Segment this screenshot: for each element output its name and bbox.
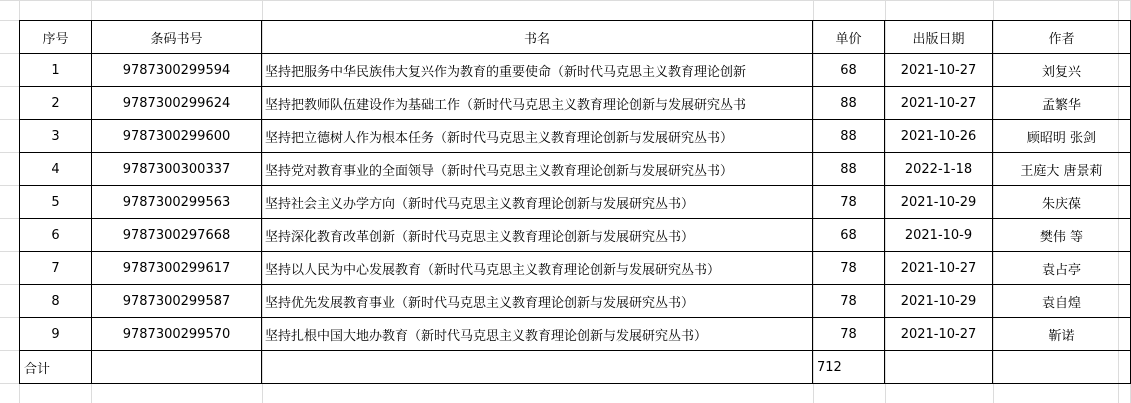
cell-price[interactable]: 88: [813, 153, 885, 186]
cell-author[interactable]: 袁自煌: [993, 285, 1131, 318]
total-price-cell[interactable]: 712: [813, 351, 885, 384]
cell-no[interactable]: 7: [20, 252, 92, 285]
cell-date[interactable]: 2021-10-26: [885, 120, 993, 153]
header-cell-title[interactable]: 书名: [262, 21, 813, 54]
cell-price[interactable]: 78: [813, 285, 885, 318]
header-cell-isbn[interactable]: 条码书号: [92, 21, 262, 54]
table-row: [20, 285, 1131, 318]
cell-no[interactable]: 2: [20, 87, 92, 120]
total-label-cell[interactable]: 合计: [20, 351, 92, 384]
cell-isbn[interactable]: 9787300299600: [92, 120, 262, 153]
cell-author[interactable]: 刘复兴: [993, 54, 1131, 87]
cell-isbn[interactable]: 9787300297668: [92, 219, 262, 252]
cell-title[interactable]: 坚持深化教育改革创新（新时代马克思主义教育理论创新与发展研究丛书）: [262, 219, 813, 252]
cell-isbn[interactable]: 9787300299570: [92, 318, 262, 351]
cell-isbn[interactable]: 9787300299563: [92, 186, 262, 219]
table-row: [20, 120, 1131, 153]
cell-isbn[interactable]: 9787300300337: [92, 153, 262, 186]
header-cell-date[interactable]: 出版日期: [885, 21, 993, 54]
cell-date[interactable]: 2022-1-18: [885, 153, 993, 186]
total-isbn-cell[interactable]: [92, 351, 262, 384]
cell-author[interactable]: 顾昭明 张剑: [993, 120, 1131, 153]
cell-author[interactable]: 靳诺: [993, 318, 1131, 351]
cell-date[interactable]: 2021-10-9: [885, 219, 993, 252]
cell-title[interactable]: 坚持以人民为中心发展教育（新时代马克思主义教育理论创新与发展研究丛书）: [262, 252, 813, 285]
cell-price[interactable]: 78: [813, 318, 885, 351]
cell-date[interactable]: 2021-10-29: [885, 186, 993, 219]
cell-title[interactable]: 坚持社会主义办学方向（新时代马克思主义教育理论创新与发展研究丛书）: [262, 186, 813, 219]
table-row: [20, 54, 1131, 87]
table-row: [20, 252, 1131, 285]
cell-no[interactable]: 4: [20, 153, 92, 186]
header-cell-price[interactable]: 单价: [813, 21, 885, 54]
table-row: [20, 219, 1131, 252]
cell-author[interactable]: 孟繁华: [993, 87, 1131, 120]
cell-isbn[interactable]: 9787300299594: [92, 54, 262, 87]
table-row: [20, 87, 1131, 120]
cell-no[interactable]: 1: [20, 54, 92, 87]
book-table: [19, 20, 1131, 384]
cell-author[interactable]: 袁占亭: [993, 252, 1131, 285]
cell-price[interactable]: 88: [813, 120, 885, 153]
cell-date[interactable]: 2021-10-27: [885, 252, 993, 285]
total-row: [20, 351, 1131, 384]
cell-date[interactable]: 2021-10-29: [885, 285, 993, 318]
header-cell-no[interactable]: 序号: [20, 21, 92, 54]
cell-price[interactable]: 68: [813, 219, 885, 252]
cell-title[interactable]: 坚持优先发展教育事业（新时代马克思主义教育理论创新与发展研究丛书）: [262, 285, 813, 318]
cell-price[interactable]: 78: [813, 252, 885, 285]
cell-title[interactable]: 坚持把服务中华民族伟大复兴作为教育的重要使命（新时代马克思主义教育理论创新: [262, 54, 813, 87]
cell-date[interactable]: 2021-10-27: [885, 87, 993, 120]
cell-date[interactable]: 2021-10-27: [885, 318, 993, 351]
cell-author[interactable]: 王庭大 唐景莉: [993, 153, 1131, 186]
cell-no[interactable]: 6: [20, 219, 92, 252]
cell-author[interactable]: 樊伟 等: [993, 219, 1131, 252]
cell-title[interactable]: 坚持把教师队伍建设作为基础工作（新时代马克思主义教育理论创新与发展研究丛书: [262, 87, 813, 120]
cell-no[interactable]: 8: [20, 285, 92, 318]
cell-price[interactable]: 88: [813, 87, 885, 120]
cell-title[interactable]: 坚持党对教育事业的全面领导（新时代马克思主义教育理论创新与发展研究丛书）: [262, 153, 813, 186]
cell-price[interactable]: 78: [813, 186, 885, 219]
cell-date[interactable]: 2021-10-27: [885, 54, 993, 87]
cell-isbn[interactable]: 9787300299587: [92, 285, 262, 318]
table-row: [20, 153, 1131, 186]
cell-isbn[interactable]: 9787300299624: [92, 87, 262, 120]
cell-no[interactable]: 9: [20, 318, 92, 351]
total-title-cell[interactable]: [262, 351, 813, 384]
header-cell-author[interactable]: 作者: [993, 21, 1131, 54]
cell-no[interactable]: 5: [20, 186, 92, 219]
cell-title[interactable]: 坚持扎根中国大地办教育（新时代马克思主义教育理论创新与发展研究丛书）: [262, 318, 813, 351]
total-author-cell[interactable]: [993, 351, 1131, 384]
cell-title[interactable]: 坚持把立德树人作为根本任务（新时代马克思主义教育理论创新与发展研究丛书）: [262, 120, 813, 153]
table-row: [20, 318, 1131, 351]
total-date-cell[interactable]: [885, 351, 993, 384]
header-row: [20, 21, 1131, 54]
cell-isbn[interactable]: 9787300299617: [92, 252, 262, 285]
table-row: [20, 186, 1131, 219]
cell-author[interactable]: 朱庆葆: [993, 186, 1131, 219]
cell-no[interactable]: 3: [20, 120, 92, 153]
cell-price[interactable]: 68: [813, 54, 885, 87]
